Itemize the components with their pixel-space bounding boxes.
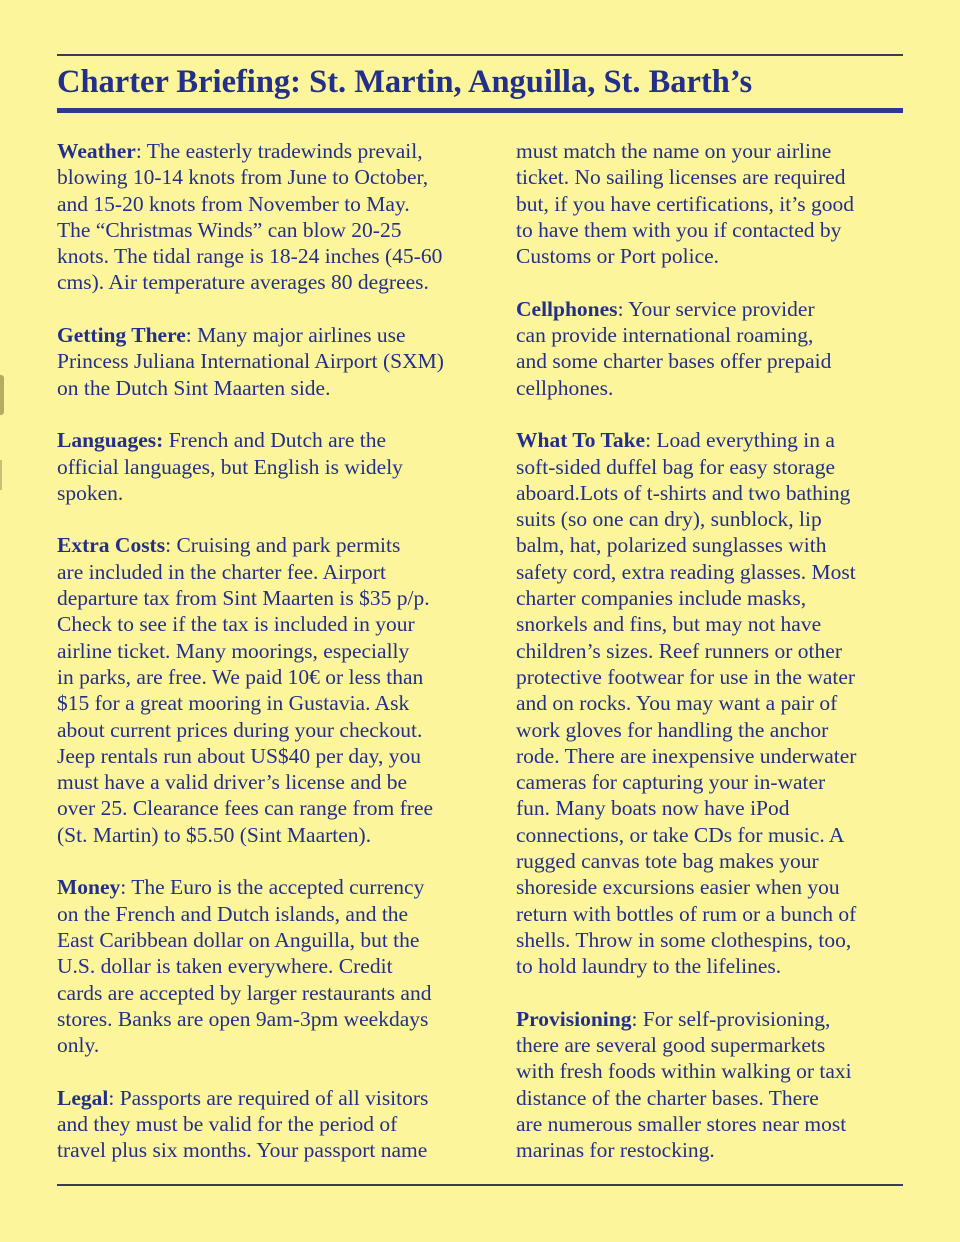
paragraph — [516, 138, 908, 269]
body-text: are numerous smaller stores near most — [516, 1111, 847, 1136]
paragraph — [57, 532, 489, 848]
body-text: protective footwear for use in the water — [516, 664, 856, 689]
text-line — [516, 743, 908, 769]
text-line — [516, 1032, 908, 1058]
body-text: Princess Juliana International Airport (SXM) — [57, 349, 444, 374]
body-text: return with bottles of rum or a bunch of — [516, 901, 857, 926]
body-text: spoken. — [57, 480, 124, 505]
body-text: about current prices during your checkout. — [57, 717, 423, 742]
text-line — [516, 874, 908, 900]
text-line — [516, 769, 908, 795]
body-text: on the Dutch Sint Maarten side. — [57, 375, 331, 400]
text-line — [57, 480, 489, 506]
text-line — [57, 1032, 489, 1058]
body-text: U.S. dollar is taken everywhere. Credit — [57, 954, 393, 979]
text-line — [516, 611, 908, 637]
paragraph — [516, 1006, 908, 1164]
body-text: with fresh foods within walking or taxi — [516, 1059, 852, 1084]
body-text: (St. Martin) to $5.50 (Sint Maarten). — [57, 822, 372, 847]
body-text: official languages, but English is widely — [57, 454, 403, 479]
body-text: : Load everything in a — [645, 428, 835, 453]
text-line — [57, 585, 489, 611]
body-text: are included in the charter fee. Airport — [57, 559, 386, 584]
paragraph — [57, 427, 489, 506]
body-text: The “Christmas Winds” can blow 20-25 — [57, 217, 402, 242]
body-text: stores. Banks are open 9am-3pm weekdays — [57, 1006, 429, 1031]
body-text: balm, hat, polarized sunglasses with — [516, 533, 827, 558]
body-text: cameras for capturing your in-water — [516, 770, 826, 795]
text-line — [516, 427, 908, 453]
body-text: to hold laundry to the lifelines. — [516, 954, 782, 979]
section-heading: Languages: — [57, 428, 164, 453]
body-text: suits (so one can dry), sunblock, lip — [516, 507, 822, 532]
page-title: Charter Briefing: St. Martin, Anguilla, St. Barth’s — [57, 64, 753, 100]
body-text: children’s sizes. Reef runners or other — [516, 638, 842, 663]
text-line — [57, 901, 489, 927]
left-column — [57, 138, 489, 1190]
text-line — [516, 375, 908, 401]
body-text: and 15-20 knots from November to May. — [57, 191, 410, 216]
body-text: Check to see if the tax is included in your — [57, 612, 415, 637]
text-line — [57, 822, 489, 848]
text-line — [57, 638, 489, 664]
text-line — [516, 1137, 908, 1163]
body-text: and some charter bases offer prepaid — [516, 349, 832, 374]
text-line — [57, 1137, 489, 1163]
body-text: rode. There are inexpensive underwater — [516, 743, 857, 768]
paragraph — [57, 874, 489, 1058]
text-line — [57, 269, 489, 295]
body-text: only. — [57, 1033, 100, 1058]
body-text: must have a valid driver’s license and be — [57, 770, 408, 795]
text-line — [516, 585, 908, 611]
body-text: must match the name on your airline — [516, 139, 832, 163]
text-line — [516, 664, 908, 690]
body-text: fun. Many boats now have iPod — [516, 796, 790, 821]
section-heading: Provisioning — [516, 1006, 632, 1031]
text-line — [516, 559, 908, 585]
text-line — [57, 1111, 489, 1137]
body-text: aboard.Lots of t-shirts and two bathing — [516, 480, 851, 505]
body-text: blowing 10-14 knots from June to October, — [57, 165, 429, 190]
body-text: Customs or Port police. — [516, 244, 720, 269]
text-line — [516, 506, 908, 532]
text-line — [516, 1085, 908, 1111]
text-line — [516, 480, 908, 506]
body-text: knots. The tidal range is 18-24 inches (45-60 — [57, 244, 443, 269]
text-line — [57, 743, 489, 769]
body-text: to have them with you if contacted by — [516, 217, 842, 242]
section-heading: Extra Costs — [57, 533, 166, 558]
body-text: over 25. Clearance fees can range from free — [57, 796, 434, 821]
text-line — [516, 532, 908, 558]
text-line — [516, 822, 908, 848]
text-line — [57, 322, 489, 348]
section-heading: Cellphones — [516, 296, 618, 321]
text-line — [57, 532, 489, 558]
paragraph — [516, 427, 908, 979]
text-line — [516, 717, 908, 743]
body-text: Jeep rentals run about US$40 per day, you — [57, 743, 422, 768]
text-line — [516, 348, 908, 374]
text-line — [516, 138, 908, 164]
right-column — [516, 138, 908, 1190]
text-line — [57, 1006, 489, 1032]
text-line — [516, 901, 908, 927]
body-text: : Passports are required of all visitors — [108, 1085, 429, 1110]
paragraph — [57, 138, 489, 296]
body-text: airline ticket. Many moorings, especially — [57, 638, 410, 663]
page-edge-mark-lower — [0, 460, 2, 490]
title-rule — [57, 108, 903, 113]
text-line — [57, 138, 489, 164]
body-text: : The Euro is the accepted currency — [120, 875, 425, 900]
body-text: departure tax from Sint Maarten is $35 p/p. — [57, 586, 430, 611]
body-text: marinas for restocking. — [516, 1138, 715, 1163]
body-text: and on rocks. You may want a pair of — [516, 691, 838, 716]
text-line — [57, 348, 489, 374]
body-text: cms). Air temperature averages 80 degrees. — [57, 270, 429, 295]
text-line — [516, 1111, 908, 1137]
section-heading: Weather — [57, 139, 136, 163]
text-line — [57, 217, 489, 243]
text-line — [57, 690, 489, 716]
body-text: snorkels and fins, but may not have — [516, 612, 822, 637]
text-line — [57, 927, 489, 953]
body-text: travel plus six months. Your passport name — [57, 1138, 428, 1163]
body-text: : Your service provider — [617, 296, 815, 321]
paragraph — [57, 1085, 489, 1164]
text-line — [516, 1058, 908, 1084]
body-text: and they must be valid for the period of — [57, 1111, 398, 1136]
text-line — [516, 191, 908, 217]
text-line — [57, 795, 489, 821]
body-text: : Cruising and park permits — [165, 533, 401, 558]
text-line — [57, 953, 489, 979]
text-line — [57, 664, 489, 690]
text-line — [57, 191, 489, 217]
body-text: rugged canvas tote bag makes your — [516, 849, 819, 874]
paragraph — [57, 322, 489, 401]
body-text: soft-sided duffel bag for easy storage — [516, 454, 836, 479]
text-line — [516, 927, 908, 953]
body-text: can provide international roaming, — [516, 323, 814, 348]
text-line — [57, 611, 489, 637]
bottom-rule — [57, 1184, 903, 1186]
body-text: connections, or take CDs for music. A — [516, 822, 845, 847]
text-line — [57, 164, 489, 190]
body-text: charter companies include masks, — [516, 586, 807, 611]
body-text: in parks, are free. We paid 10€ or less than — [57, 664, 424, 689]
text-line — [516, 243, 908, 269]
text-line — [57, 559, 489, 585]
text-line — [516, 795, 908, 821]
text-line — [57, 1085, 489, 1111]
text-line — [57, 874, 489, 900]
body-text: on the French and Dutch islands, and the — [57, 901, 409, 926]
body-text: shells. Throw in some clothespins, too, — [516, 927, 852, 952]
section-heading: Legal — [57, 1085, 109, 1110]
section-heading: Money — [57, 875, 121, 900]
text-line — [516, 296, 908, 322]
body-text: but, if you have certifications, it’s good — [516, 191, 854, 216]
body-text: work gloves for handling the anchor — [516, 717, 829, 742]
body-text: safety cord, extra reading glasses. Most — [516, 559, 856, 584]
text-line — [57, 427, 489, 453]
body-text: East Caribbean dollar on Anguilla, but the — [57, 927, 420, 952]
body-text: shoreside excursions easier when you — [516, 875, 840, 900]
body-text: $15 for a great mooring in Gustavia. Ask — [57, 691, 410, 716]
text-line — [516, 322, 908, 348]
text-line — [57, 717, 489, 743]
top-rule — [57, 54, 903, 56]
text-line — [516, 848, 908, 874]
text-line — [516, 953, 908, 979]
text-line — [516, 1006, 908, 1032]
text-line — [516, 454, 908, 480]
body-text: there are several good supermarkets — [516, 1033, 826, 1058]
body-text: : The easterly tradewinds prevail, — [135, 139, 423, 163]
text-line — [516, 690, 908, 716]
body-text: French and Dutch are the — [163, 428, 387, 453]
text-line — [516, 217, 908, 243]
text-line — [516, 164, 908, 190]
text-line — [516, 638, 908, 664]
body-text: cards are accepted by larger restaurants and — [57, 980, 432, 1005]
text-line — [57, 243, 489, 269]
text-line — [57, 454, 489, 480]
text-line — [57, 980, 489, 1006]
text-line — [57, 375, 489, 401]
page-edge-mark — [0, 375, 4, 415]
text-line — [57, 769, 489, 795]
body-text: : For self-provisioning, — [631, 1006, 831, 1031]
body-text: distance of the charter bases. There — [516, 1085, 819, 1110]
body-text: ticket. No sailing licenses are required — [516, 165, 846, 190]
paragraph — [516, 296, 908, 401]
section-heading: Getting There — [57, 323, 186, 348]
section-heading: What To Take — [516, 428, 646, 453]
body-text: : Many major airlines use — [185, 323, 406, 348]
body-text: cellphones. — [516, 375, 614, 400]
